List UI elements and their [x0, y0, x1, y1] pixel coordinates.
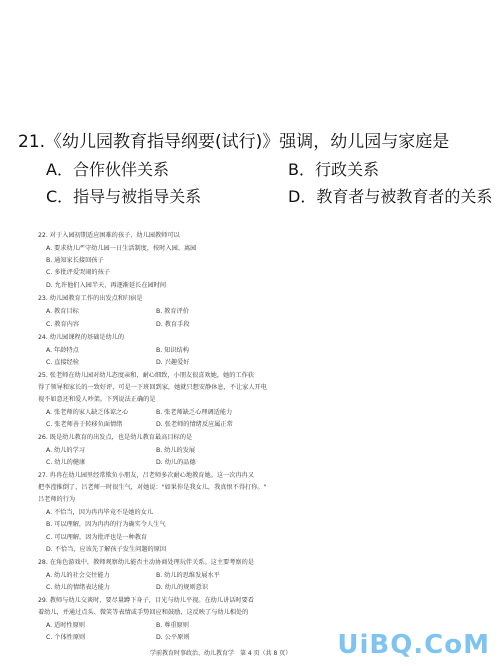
- q28-option-b: B. 幼儿的思维发展水平: [156, 572, 220, 579]
- q27-option-d: D. 不恰当，应该先了解孩子发生问题的原因: [46, 546, 167, 553]
- question-21-option-b: B．行政关系: [288, 160, 379, 179]
- q23-option-c: C. 教育内容: [46, 321, 80, 328]
- q26-stem: 26. 既是幼儿教育的出发点，也是幼儿教育最高目标的是: [38, 434, 193, 441]
- q25-stem-line-2: 得了领导和家长的一致好评，可是一下班回到家，她就只想安静休息，不让家人开电: [38, 384, 267, 391]
- q26-option-c: C. 幼儿的健康: [46, 459, 86, 466]
- q24-option-c: C. 直接经验: [46, 359, 80, 366]
- question-21-stem: 21.《幼儿园教育指导纲要(试行)》强调，幼儿园与家庭是: [18, 132, 450, 152]
- q25-stem-line-3: 视不如意还和爱人吵架。下列说法正确的是: [38, 396, 156, 403]
- q25-stem-line-1: 25. 张老师在幼儿园对幼儿态度亲和，耐心细致，小朋友很喜欢她，她的工作获: [38, 372, 254, 379]
- q27-option-c: C. 可以理解，因为批评也是一种教育: [46, 534, 148, 541]
- q29-stem-line-2: 着幼儿，并通过点头、微笑等表情或手势回应和鼓励，这反映了与幼儿相处的: [38, 609, 249, 616]
- q24-option-a: A. 年龄特点: [46, 347, 79, 354]
- q27-stem-line-1: 27. 冉冉在幼儿园里经常欺负小朋友，吕老师多次耐心地教育她。这一次冉冉又: [38, 472, 254, 479]
- q22-option-d: D. 允许他们入园半天，再逐渐延长在园时间: [46, 282, 167, 289]
- q23-option-b: B. 教育评价: [156, 308, 189, 315]
- q25-option-a: A. 张老师的家人缺乏体谅之心: [46, 409, 129, 416]
- q25-option-b: B. 张老师缺乏心理调适能力: [156, 409, 233, 416]
- q24-option-d: D. 兴趣爱好: [156, 359, 190, 366]
- q23-stem: 23. 幼儿园教育工作的出发点和归宿是: [38, 295, 143, 302]
- q23-option-a: A. 教育目标: [46, 308, 79, 315]
- q28-stem: 28. 在角色游戏中，教师观察幼儿能否主动协商处理玩伴关系。这主要考察的是: [38, 559, 254, 566]
- q22-option-c: C. 多批评爱哭闹的孩子: [46, 269, 110, 276]
- question-21-option-a: A．合作伙伴关系: [46, 160, 169, 179]
- q28-option-c: C. 幼儿的情绪表达能力: [46, 584, 110, 591]
- q27-option-a: A. 不恰当，因为冉冉毕竟不是她的女儿: [46, 509, 154, 516]
- question-21-option-c: C．指导与被指导关系: [46, 187, 202, 206]
- q29-option-a: A. 适时性原则: [46, 622, 85, 629]
- q22-stem: 22. 对于入园初期适应困难的孩子，幼儿园教师可以: [38, 232, 180, 239]
- q27-stem-line-3: 吕老师的行为: [38, 496, 76, 503]
- q22-option-b: B. 通知家长接回孩子: [46, 257, 104, 264]
- q26-option-a: A. 幼儿的学习: [46, 447, 85, 454]
- q24-stem: 24. 幼儿园课程的基础是幼儿的: [38, 334, 125, 341]
- q27-option-b: B. 可以理解，因为冉冉的行为确实令人生气: [46, 521, 166, 528]
- q22-option-a: A. 要求幼儿严守幼儿园一日生活制度，按时入园、离园: [46, 245, 197, 252]
- q29-option-b: B. 尊重原则: [156, 622, 189, 629]
- q23-option-d: D. 教育手段: [156, 321, 190, 328]
- site-watermark: UiBQ.CoM: [337, 630, 490, 660]
- q28-option-d: D. 幼儿的规则意识: [156, 584, 209, 591]
- q26-option-b: B. 幼儿的发展: [156, 447, 196, 454]
- q28-option-a: A. 幼儿的社会交往能力: [46, 572, 110, 579]
- q26-option-d: D. 幼儿的品德: [156, 459, 196, 466]
- q29-stem-line-1: 29. 教师与幼儿交谈时，要尽量蹲下身子，目光与幼儿平视。在幼儿讲话时要看: [38, 597, 254, 604]
- q25-option-d: D. 张老师的情绪反应属正常: [156, 421, 233, 428]
- question-21-option-d: D．教育者与被教育者的关系: [288, 187, 493, 206]
- q27-stem-line-2: 把李滢推倒了，吕老师一时很生气，对她说："如果你是我女儿，我真恨不得打你。": [38, 484, 267, 491]
- page-footer: 学前教育时事政治、幼儿教育学 第 4 页（共 8 页）: [150, 650, 292, 657]
- q25-option-c: C. 张老师善于转移负面情绪: [46, 421, 123, 428]
- q24-option-b: B. 知识结构: [156, 347, 189, 354]
- q29-option-c: C. 个体性原则: [46, 634, 86, 641]
- q29-option-d: D. 公平原则: [156, 634, 190, 641]
